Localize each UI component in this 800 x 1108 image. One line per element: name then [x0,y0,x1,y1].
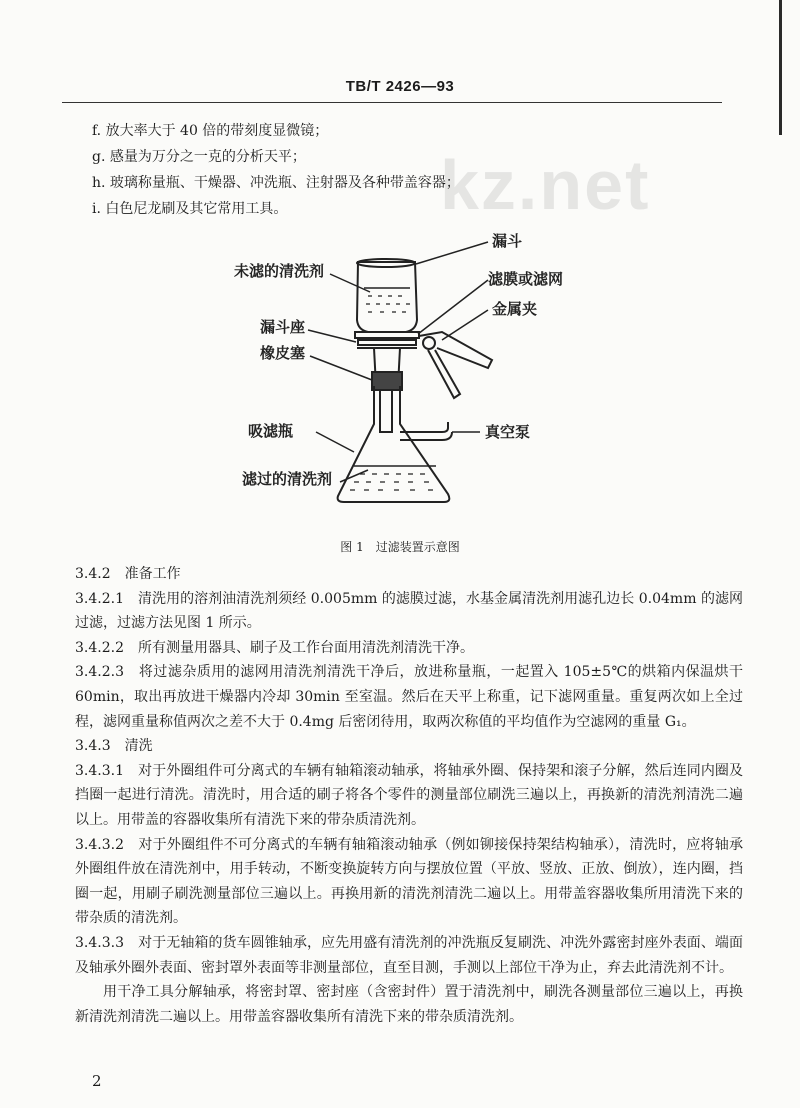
list-item: f. 放大率大于 40 倍的带刻度显微镜； [92,123,329,139]
standard-code-header: TB/T 2426—93 [345,78,455,95]
watermark: kz.net [440,146,651,224]
funnel-shape [357,262,417,332]
header-rule [62,102,722,103]
filter-apparatus-diagram [230,232,590,522]
section-heading: 3.4.3 清洗 [75,738,153,755]
leader-flask [316,432,354,452]
paragraph: 用干净工具分解轴承，将密封罩、密封座（含密封件）置于清洗剂中，刷洗各测量部位三遍以上，再换新清洗剂清洗二遍以上。用带盖容器收集所有清洗下来的带杂质清洗剂。 [75,984,743,1025]
page-number: 2 [92,1072,102,1090]
equipment-list [92,118,460,222]
suction-flask [338,386,450,502]
funnel-seat-band [358,340,416,345]
scan-edge-mark [779,0,782,135]
leader-membrane [418,280,488,334]
section-heading: 3.4.2 准备工作 [75,566,181,582]
list-item: h. 玻璃称量瓶、干燥器、冲洗瓶、注射器及各种带盖容器； [92,175,460,191]
paragraph: 3.4.3.2 对于外圈组件不可分离式的车辆有轴箱滚动轴承（例如铆接保持架结构轴承），清洗时，应将轴承外圈组件放在清洗剂中，用手转动，不断变换旋转方向与摆放位置（平放、竖放、正放、倒放），连内圈，挡圈一起，用刷子刷洗测量部位三遍以上。再换用新的清洗剂清洗二遍以上。用带盖容器收集所用清洗下来的带杂质的清洗剂。 [75,836,743,927]
leader-funnel [416,242,488,264]
leader-clamp [442,310,488,340]
leader-stopper [310,356,372,380]
label-filtered: 滤过的清洗剂 [242,470,333,488]
label-flask: 吸滤瓶 [248,422,294,440]
body-text [75,562,743,1029]
paragraph: 3.4.2.3 将过滤杂质用的滤网用清洗剂清洗干净后，放进称量瓶，一起置入 105±5℃的烘箱内保温烘干 60min，取出再放进干燥器内冷却 30min 至室温。然后在天平上称重，记下滤网重量。重复两次如上全过程，滤网重量称值两次之差不大于 0.4mg 后密闭待用，取两次称值的平均值作为空滤网的重量 G₁。 [75,664,743,730]
leader-unfiltered [330,274,370,292]
label-stopper: 橡皮塞 [260,344,306,362]
paragraph: 3.4.2.2 所有测量用器具、刷子及工作台面用清洗剂清洗干净。 [75,639,474,656]
metal-clamp [419,332,492,398]
figure-caption: 图 1 过滤装置示意图 [340,540,460,554]
leader-filtered [340,470,368,482]
label-vacuum: 真空泵 [485,423,531,441]
membrane-band [355,332,419,338]
label-funnel: 漏斗 [492,232,523,250]
label-unfiltered: 未滤的清洗剂 [234,262,325,280]
rubber-stopper [372,372,402,390]
label-funnel-seat: 漏斗座 [260,318,306,336]
paragraph: 3.4.3.1 对于外圈组件可分离式的车辆有轴箱滚动轴承，将轴承外圈、保持架和滚子分解，然后连同内圈及挡圈一起进行清洗。清洗时，用合适的刷子将各个零件的测量部位刷洗三遍以上，再换新的清洗剂清洗二遍以上。用带盖的容器收集所有清洗下来的带杂质清洗剂。 [75,762,743,828]
leader-seat [308,330,356,342]
paragraph: 3.4.3.3 对于无轴箱的货车圆锥轴承，应先用盛有清洗剂的冲洗瓶反复刷洗、冲洗外露密封座外表面、端面及轴承外圈外表面、密封罩外表面等非测量部位，直至目测，手测以上部位干净为止，弃去此清洗剂不计。 [75,934,743,976]
label-membrane: 滤膜或滤网 [488,270,564,288]
clamp-pivot [423,337,435,349]
list-item: g. 感量为万分之一克的分析天平； [92,149,306,165]
label-clamp: 金属夹 [492,300,538,318]
paragraph: 3.4.2.1 清洗用的溶剂油清洗剂须经 0.005mm 的滤膜过滤，水基金属清洗剂用滤孔边长 0.04mm 的滤网过滤，过滤方法见图 1 所示。 [75,590,743,632]
list-item: i. 白色尼龙刷及其它常用工具。 [92,201,288,217]
